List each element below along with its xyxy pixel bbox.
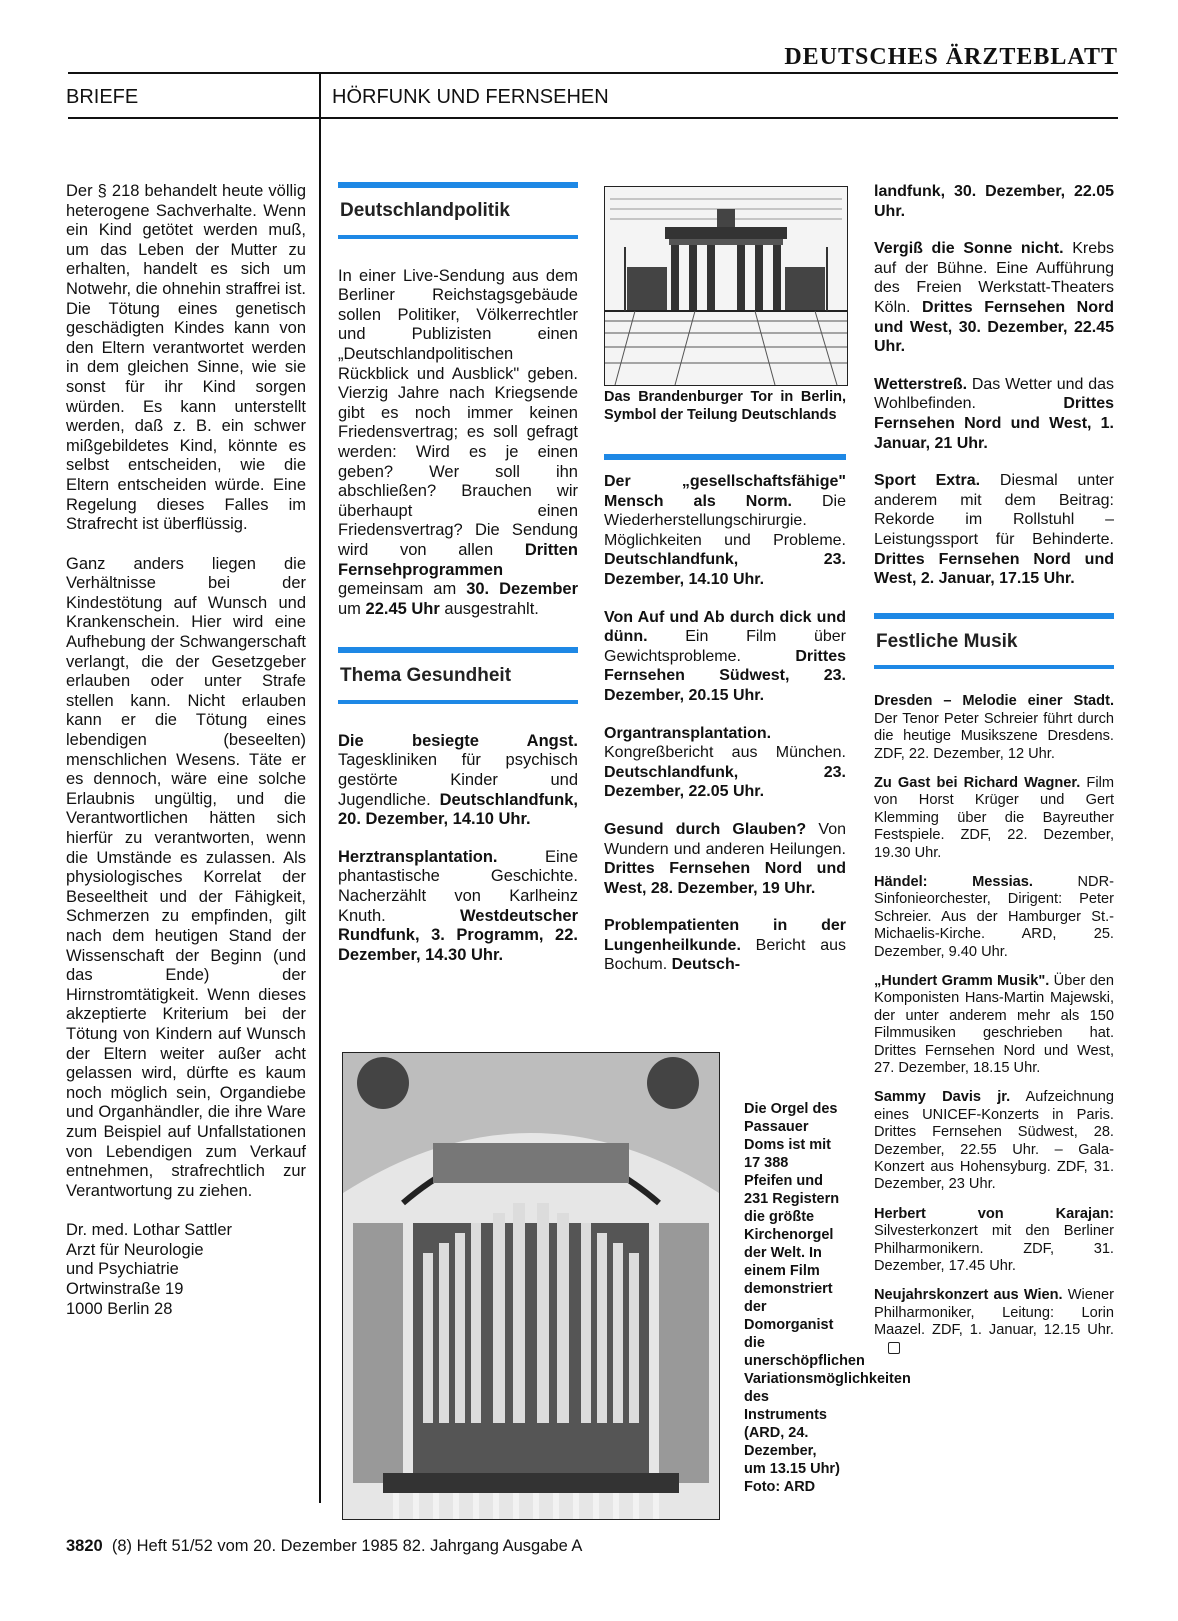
- listing-title: Herztransplantation.: [338, 847, 498, 866]
- listing-item: [874, 239, 1114, 357]
- listing-info: Deutschlandfunk, 20. Dezember, 14.10 Uhr.: [338, 790, 578, 829]
- issue-info: (8) Heft 51/52 vom 20. Dezember 1985 82. Jahrgang Ausgabe A: [111, 1537, 583, 1555]
- listing-title: Die besiegte Angst.: [338, 731, 578, 750]
- column-2: [338, 182, 578, 983]
- photo-caption: Das Brandenburger Tor in Berlin, Symbol der Teilung Deutschlands: [604, 389, 846, 423]
- listing-item: [874, 471, 1114, 589]
- signature-name: Dr. med. Lothar Sattler: [66, 1221, 232, 1240]
- listing-info: Drittes Fernsehen Südwest, 23. Dezember, 20.15 Uhr.: [604, 647, 846, 704]
- listing-text: Das Wetter und das Wohlbefinden.: [874, 375, 1114, 413]
- accent-rule: [338, 235, 578, 239]
- signature-line: Ortwinstraße 19: [66, 1280, 184, 1299]
- listing-info: Drittes Fernsehen Nord und West, 1. Januar, 21 Uhr.: [874, 395, 1114, 452]
- listing-item: [874, 182, 1114, 221]
- listing-title: Vergiß die Sonne nicht.: [874, 240, 1064, 258]
- listing-item: [874, 775, 1114, 862]
- listing-title: Wetterstreß.: [874, 375, 968, 393]
- column-4: [874, 182, 1114, 1369]
- listing-item: [874, 693, 1114, 763]
- listing-title: Problempatienten in der Lungenheilkunde.: [604, 917, 846, 954]
- photo-caption: Die Orgel des Passauer Doms ist mit 17 388 Pfeifen und 231 Registern die größte Kirchenorgel der Welt. In einem Film demonstriert der Domorganist die unerschöpflichen Variationsmöglichkeiten des Instruments (ARD, 24. Dezember, um 13.15 Uhr) Foto: ARD: [744, 1101, 911, 1495]
- listing-info: Deutschlandfunk, 23. Dezember, 14.10 Uhr.: [604, 551, 846, 588]
- accent-rule: [874, 665, 1114, 669]
- listing-text: Bericht aus Bochum.: [604, 936, 846, 974]
- listing-title: Zu Gast bei Richard Wagner.: [874, 774, 1081, 791]
- listing-text: Aufzeichnung eines UNICEF-Konzerts in Paris. Drittes Fernsehen Südwest, 28. Dezember, 22.55 Uhr. – Gala-Konzert aus Hohensyburg. ZDF, 31. Dezember, 23 Uhr.: [874, 1089, 1114, 1193]
- accent-rule: [338, 647, 578, 653]
- listing-text: Tageskliniken für psychisch gestörte Kinder und Jugendliche.: [338, 751, 578, 809]
- listing-title: Neujahrskonzert aus Wien.: [874, 1287, 1063, 1304]
- accent-rule: [874, 613, 1114, 619]
- heading-festliche-musik: Festliche Musik: [876, 630, 1018, 652]
- listing-text: Kongreßbericht aus München.: [604, 744, 846, 762]
- signature-line: 1000 Berlin 28: [66, 1299, 173, 1318]
- masthead-rule: [68, 72, 1118, 74]
- listing-item: [874, 874, 1114, 961]
- article-bold: 30. Dezember: [466, 580, 578, 599]
- brandenburg-gate-illustration: [605, 187, 847, 385]
- listing-item: [604, 820, 846, 898]
- listing-text: Silvesterkonzert mit den Berliner Philharmonikern. ZDF, 31. Dezember, 17.45 Uhr.: [874, 1223, 1114, 1275]
- listing-info: Westdeutscher Rundfunk, 3. Programm, 22. Dezember, 14.30 Uhr.: [338, 906, 578, 964]
- article-bold: 22.45 Uhr: [365, 599, 440, 618]
- listing-text: Wiener Philharmoniker, Leitung: Lorin Maazel. ZDF, 1. Januar, 12.15 Uhr.: [874, 1287, 1114, 1339]
- article-bold: Dritten Fernsehprogrammen: [338, 540, 578, 579]
- article-text: ausgestrahlt.: [439, 599, 539, 618]
- listing-item: [338, 848, 578, 966]
- end-mark-icon: [888, 1342, 900, 1354]
- heading-deutschlandpolitik: Deutschlandpolitik: [340, 200, 510, 221]
- listing-title: Der „gesellschaftsfähige" Mensch als Norm.: [604, 473, 846, 510]
- signature-line: Arzt für Neurologie: [66, 1240, 204, 1259]
- listing-item: [874, 973, 1114, 1077]
- section-left-label: BRIEFE: [66, 86, 139, 108]
- listing-item: [338, 732, 578, 830]
- article-text: In einer Live-Sendung aus dem Berliner Reichstagsgebäude sollen Politiker, Völkerrechtler und Publizisten einen „Deutschlandpolitischen Rückblick und Ausblick" geben. Vierzig Jahre nach Kriegsende gibt es noch immer keinen Friedensvertrag; es soll gefragt werden: Wird es je einen geben? Wer soll ihn abschließen? Brauchen wir überhaupt einen Friedensvertrag? Die Sendung wird von allen: [338, 266, 578, 559]
- listing-title: Sport Extra.: [874, 472, 981, 490]
- page-footer: [66, 1537, 582, 1556]
- listing-info: Deutsch-: [671, 956, 741, 974]
- listing-item: [874, 1206, 1114, 1276]
- listing-text: Film von Horst Krüger und Gert Klemming über die Bayreuther Festspiele. ZDF, 22. Dezember, 19.30 Uhr.: [874, 774, 1114, 861]
- listing-item: [604, 472, 846, 590]
- accent-rule: [338, 182, 578, 188]
- photo-passau-organ: [342, 1052, 720, 1520]
- listing-text: Die Wiederherstellungschirurgie. Möglichkeiten und Probleme.: [604, 492, 847, 549]
- listing-item: [604, 724, 846, 802]
- letter-column: [66, 182, 306, 1319]
- listing-text: Eine phantastische Geschichte. Nacherzählt von Karlheinz Knuth.: [338, 847, 578, 925]
- masthead: DEUTSCHES ÄRZTEBLATT: [784, 44, 1118, 70]
- listing-item: [874, 375, 1114, 453]
- listing-text: NDR-Sinfonieorchester, Dirigent: Peter Schreier. Aus der Hamburger St.-Michaelis-Kirche. ARD, 25. Dezember, 9.40 Uhr.: [874, 873, 1114, 960]
- listing-text: Krebs auf der Bühne. Eine Aufführung des Freien Werkstatt-Theaters Köln.: [874, 240, 1114, 316]
- listing-info: Drittes Fernsehen Nord und West, 30. Dezember, 22.45 Uhr.: [874, 298, 1115, 356]
- listing-text: Ein Film über Gewichtsprobleme.: [604, 628, 846, 665]
- listing-title: Von Auf und Ab durch dick und dünn.: [604, 608, 846, 646]
- accent-rule: [338, 700, 578, 704]
- article-text: um: [338, 599, 366, 618]
- listing-info: Deutschlandfunk, 23. Dezember, 22.05 Uhr.: [604, 763, 846, 801]
- photo-brandenburger-tor: [604, 186, 848, 386]
- letter-signature: [66, 1221, 306, 1319]
- organ-illustration: [343, 1053, 719, 1519]
- listing-item: [874, 1089, 1114, 1193]
- listing-item: [604, 916, 846, 975]
- heading-gesundheit: Thema Gesundheit: [340, 665, 512, 687]
- article-text: gemeinsam am: [338, 580, 467, 599]
- listing-info: landfunk, 30. Dezember, 22.05 Uhr.: [874, 183, 1114, 220]
- signature-line: und Psychiatrie: [66, 1260, 179, 1279]
- column-3: [604, 454, 846, 993]
- listing-item: [604, 608, 846, 706]
- listing-title: Dresden – Melodie einer Stadt.: [874, 693, 1114, 710]
- listing-text: Über den Komponisten Hans-Martin Majewski, der unter anderem mehr als 150 Filmmusiken geschrieben hat. Drittes Fernsehen Nord und West, 27. Dezember, 18.15 Uhr.: [874, 972, 1114, 1076]
- listing-info: Drittes Fernsehen Nord und West, 2. Januar, 17.15 Uhr.: [874, 550, 1114, 588]
- section-right-label: HÖRFUNK UND FERNSEHEN: [332, 86, 609, 108]
- listing-title: Gesund durch Glauben?: [604, 820, 807, 838]
- accent-rule: [604, 454, 846, 460]
- listing-info: Drittes Fernsehen Nord und West, 28. Dezember, 19 Uhr.: [604, 860, 846, 897]
- listing-title: „Hundert Gramm Musik".: [874, 972, 1050, 989]
- section-rule: [68, 117, 1118, 119]
- column-divider: [319, 73, 321, 1503]
- article-deutschlandpolitik: [338, 267, 578, 620]
- listing-item: [874, 1287, 1114, 1357]
- letter-paragraph-2: Ganz anders liegen die Verhältnisse bei der Kindestötung auf Wunsch und Krankenschein. Hier wird eine Aufhebung der Schwangerschaft verlangt, die der Gesetzgeber erlauben oder unter Strafe stellen kann. Nicht erlauben kann er die Tötung eines lebendigen (beseelten) menschlichen Wesens. Täte er es dennoch, wäre eine solche Erlaubnis ungültig, und die Verantwortlichen hätten sich hierfür zu verantworten, wenn die Umstände es zulassen. Als physiologisches Korrelat der Beseeltheit und der Fähigkeit, Schmerzen zu empfinden, gilt nach dem heutigen Stand der Wissenschaft der Beginn (und das Ende) der Hirnstromtätigkeit. Wenn dieses akzeptierte Kriterium bei der Tötung von Kindern auf Wunsch der Eltern weiter außer acht gelassen wird, dürfte es kaum noch möglich sein, Organdiebe und Organhändler, die ihre Ware zum Beispiel auf Unfallstationen von Lebendigen zum Verkauf entnehmen, strafrechtlich zur Verantwortung zu ziehen.: [66, 554, 306, 1200]
- page-number: 3820: [66, 1537, 103, 1555]
- listing-text: Von Wundern und anderen Heilungen.: [604, 820, 846, 858]
- letter-paragraph-1: Der § 218 behandelt heute völlig heterogene Sachverhalte. Wenn ein Kind getötet werden muß, um das Leben der Mutter zu erhalten, handelt es sich um Notwehr, die ohnehin straffrei ist. Die Tötung eines genetisch geschädigten Kindes kann von den Eltern verantwortet werden in dem gleichen Sinne, wie sie sonst für ihr Kind sorgen würden. Es kann unterstellt werden, daß z. B. ein schwer mißgebildetes Kind, könnte es selbst entscheiden, wie die Eltern entscheiden würde. Eine Regelung dieses Falles im Strafrecht ist überflüssig.: [66, 182, 306, 534]
- listing-title: Händel: Messias.: [874, 873, 1033, 890]
- listing-text: Der Tenor Peter Schreier führt durch die heutige Musikszene Dresdens. ZDF, 22. Dezember, 12 Uhr.: [874, 710, 1114, 762]
- listing-text: Diesmal unter anderem mit dem Beitrag: Rekorde im Rollstuhl – Leistungssport für Behinderte.: [874, 472, 1114, 548]
- listing-title: Organtransplantation.: [604, 724, 772, 742]
- listing-title: Herbert von Karajan:: [874, 1205, 1114, 1222]
- listing-title: Sammy Davis jr.: [874, 1089, 1011, 1106]
